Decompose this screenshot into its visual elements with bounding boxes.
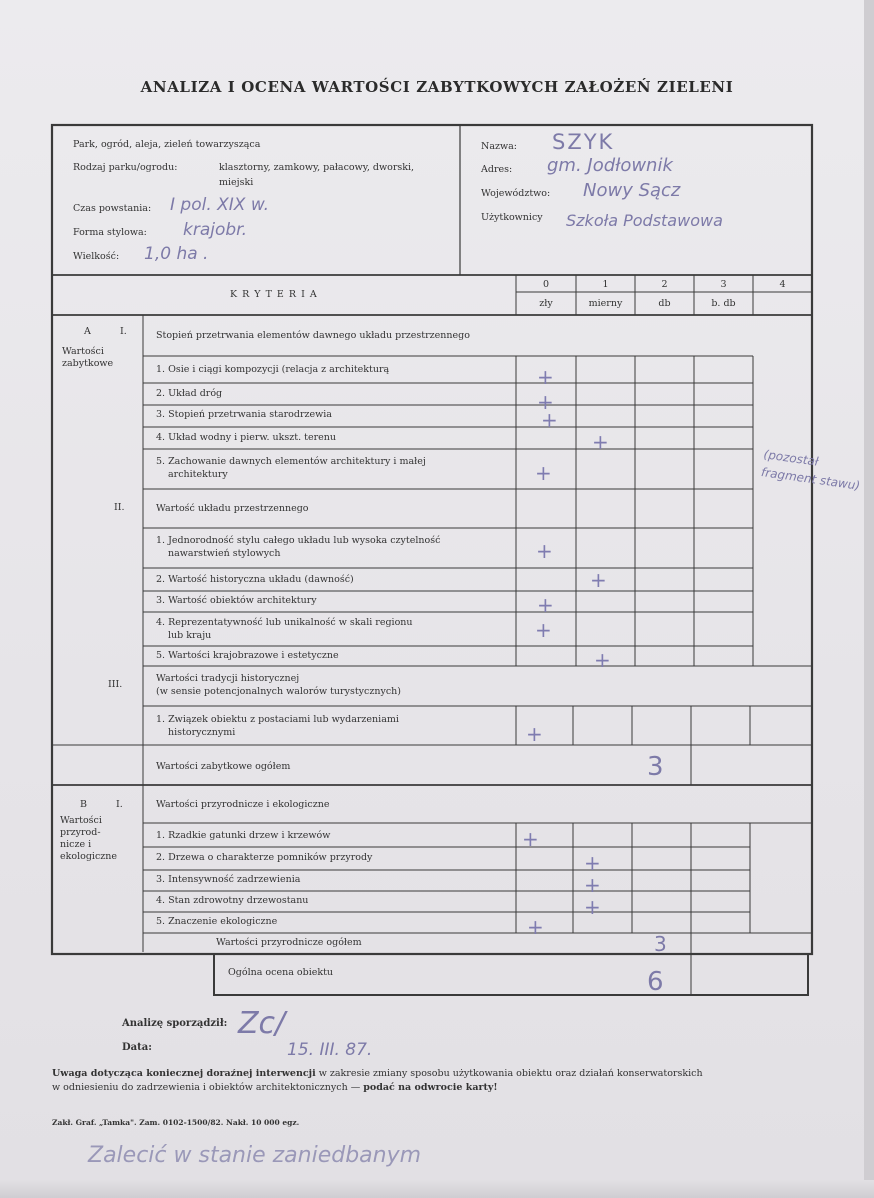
score-name: mierny: [588, 298, 623, 309]
criterion-row: 4. Reprezentatywność lub unikalność w skali regionu: [156, 617, 413, 628]
group-title: Wartości przyrodnicze i ekologiczne: [156, 799, 330, 810]
data-value: 15. III. 87.: [287, 1040, 373, 1060]
uwaga-text: w zakresie zmiany sposobu użytkowania obiektu oraz działań konserwatorskich: [315, 1068, 703, 1079]
criterion-row: 2. Układ dróg: [156, 388, 223, 399]
score-mark: +: [537, 390, 554, 414]
total-label: Wartości zabytkowe ogółem: [156, 761, 291, 772]
score-mark: +: [535, 618, 552, 642]
section-b-name: nicze i: [60, 839, 92, 850]
score-mark: +: [584, 895, 601, 919]
section-a-roman: III.: [108, 679, 123, 690]
uwaga-text: w odniesieniu do zadrzewienia i obiektów architektonicznych —: [52, 1082, 364, 1093]
total-value: 3: [654, 932, 667, 956]
score-mark: +: [584, 851, 601, 875]
score-mark: +: [527, 915, 544, 939]
uwaga-line-1: [52, 1068, 703, 1079]
section-a-name: Wartości: [62, 346, 104, 357]
wojewodztwo-value: Nowy Sącz: [583, 180, 681, 201]
score-mark: +: [584, 873, 601, 897]
park-label: Park, ogród, aleja, zieleń towarzysząca: [73, 139, 261, 150]
score-mark: +: [590, 568, 607, 592]
score-mark: +: [592, 430, 609, 454]
section-b-name: przyrod-: [60, 827, 101, 838]
total-label: Wartości przyrodnicze ogółem: [216, 937, 362, 948]
criterion-row: 1. Rzadkie gatunki drzew i krzewów: [156, 830, 331, 841]
score-name: db: [658, 298, 671, 309]
rodzaj-label: Rodzaj parku/ogrodu:: [73, 162, 178, 173]
forma-label: Forma stylowa:: [73, 227, 147, 238]
section-a-roman: I.: [120, 326, 127, 337]
score-mark: +: [526, 722, 543, 746]
uwaga-emphasis: podać na odwrocie karty!: [363, 1082, 498, 1093]
criterion-row: lub kraju: [168, 630, 212, 641]
criterion-row: 5. Zachowanie dawnych elementów architektury i małej: [156, 456, 426, 467]
section-b-roman: I.: [116, 799, 123, 810]
criterion-row: 4. Układ wodny i pierw. ukszt. terenu: [156, 432, 336, 443]
score-mark: +: [594, 648, 611, 672]
nazwa-value: SZYK: [552, 130, 615, 154]
sporzadzil-label: Analizę sporządził:: [122, 1018, 228, 1029]
score-mark: +: [535, 461, 552, 485]
czas-value: I pol. XIX w.: [170, 195, 270, 215]
criterion-row: 3. Intensywność zadrzewienia: [156, 874, 301, 885]
section-a-letter: A: [84, 326, 91, 337]
score-num: 2: [661, 279, 668, 290]
score-mark: +: [537, 365, 554, 389]
wielkosc-value: 1,0 ha .: [144, 244, 209, 264]
criterion-row: 3. Wartość obiektów architektury: [156, 595, 317, 606]
score-num: 4: [779, 279, 786, 290]
criterion-row: 1. Jednorodność stylu całego układu lub wysoka czytelność: [156, 535, 441, 546]
adres-value: gm. Jodłownik: [547, 155, 673, 176]
score-mark: +: [537, 593, 554, 617]
uzytkownicy-value: Szkoła Podstawowa: [566, 211, 723, 230]
group-title: Wartości tradycji historycznej: [156, 673, 300, 684]
nazwa-label: Nazwa:: [481, 141, 517, 152]
total-value: 3: [647, 752, 664, 782]
score-mark: +: [536, 539, 553, 563]
rodzaj-options: klasztorny, zamkowy, pałacowy, dworski,: [219, 162, 415, 173]
criterion-row: 2. Wartość historyczna układu (dawność): [156, 574, 354, 585]
score-num: 3: [720, 279, 727, 290]
section-a-roman: II.: [114, 502, 125, 513]
group-title: (w sensie potencjonalnych walorów turystycznych): [156, 686, 401, 697]
criterion-row: 3. Stopień przetrwania starodrzewia: [156, 409, 332, 420]
score-name: b. db: [711, 298, 736, 309]
criterion-row: historycznymi: [168, 727, 236, 738]
group-title: Stopień przetrwania elementów dawnego układu przestrzennego: [156, 330, 470, 341]
overall-value: 6: [647, 967, 664, 997]
criterion-row: 2. Drzewa o charakterze pomników przyrody: [156, 852, 373, 863]
section-b-letter: B: [80, 799, 87, 810]
rodzaj-options-2: miejski: [219, 177, 254, 188]
uwaga-line-2: [52, 1082, 498, 1093]
wojewodztwo-label: Województwo:: [481, 188, 551, 199]
criterion-row: 5. Wartości krajobrazowe i estetyczne: [156, 650, 339, 661]
handwritten-note: Zalecić w stanie zaniedbanym: [88, 1143, 422, 1168]
form-title: ANALIZA I OCENA WARTOŚCI ZABYTKOWYCH ZAŁOŻEŃ ZIELENI: [140, 78, 734, 96]
czas-label: Czas powstania:: [73, 203, 152, 214]
group-title: Wartość układu przestrzennego: [156, 503, 309, 514]
criterion-row: 5. Znaczenie ekologiczne: [156, 916, 278, 927]
criterion-row: 1. Osie i ciągi kompozycji (relacja z architekturą: [156, 364, 390, 375]
criterion-row: 4. Stan zdrowotny drzewostanu: [156, 895, 309, 906]
uwaga-lead: Uwaga dotycząca koniecznej doraźnej interwencji: [52, 1068, 316, 1079]
wielkosc-label: Wielkość:: [73, 251, 120, 262]
score-mark: +: [522, 827, 539, 851]
print-info: Zakł. Graf. „Tamka". Zam. 0102-1500/82. Nakł. 10 000 egz.: [52, 1118, 300, 1127]
adres-label: Adres:: [481, 164, 513, 175]
margin-note: (pozostał fragment stawu): [760, 447, 861, 493]
overall-label: Ogólna ocena obiektu: [228, 967, 334, 978]
forma-value: krajobr.: [183, 220, 247, 240]
criterion-row: architektury: [168, 469, 228, 480]
section-b-name: Wartości: [60, 815, 102, 826]
section-b-name: ekologiczne: [60, 851, 118, 862]
score-num: 1: [602, 279, 609, 290]
data-label: Data:: [122, 1042, 152, 1053]
score-mark: +: [541, 408, 558, 432]
score-name: zły: [539, 298, 553, 309]
criterion-row: nawarstwień stylowych: [168, 548, 281, 559]
section-a-name: zabytkowe: [62, 358, 114, 369]
kryteria-label: K R Y T E R I A: [230, 289, 318, 300]
criterion-row: 1. Związek obiektu z postaciami lub wydarzeniami: [156, 714, 399, 725]
uzytkownicy-label: Użytkownicy: [481, 212, 543, 223]
signature: Zc/: [238, 1006, 286, 1041]
score-num: 0: [542, 279, 550, 290]
